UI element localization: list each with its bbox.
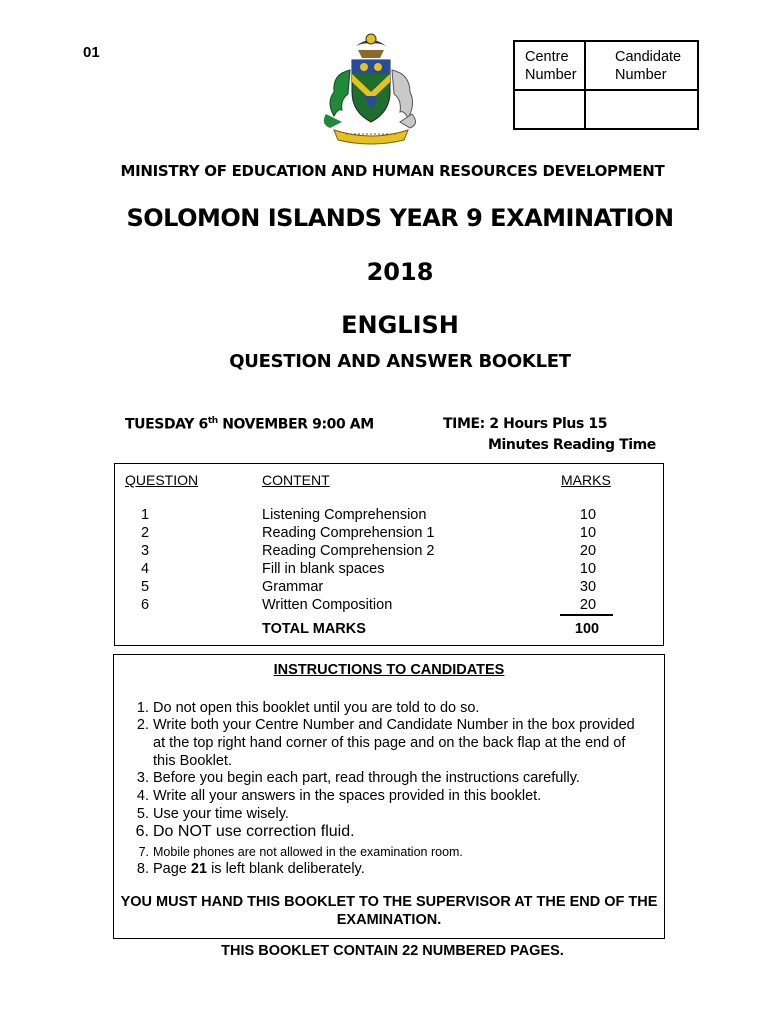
instruction-number: 1. [136, 700, 149, 716]
list-item [125, 716, 645, 770]
total-marks-label: TOTAL MARKS [262, 621, 366, 637]
ministry-heading: MINISTRY OF EDUCATION AND HUMAN RESOURCES DEVELOPMENT [120, 162, 665, 180]
content-column-header: CONTENT [262, 472, 330, 488]
exam-title: SOLOMON ISLANDS YEAR 9 EXAMINATION [126, 204, 674, 232]
instruction-text: Before you begin each part, read through the instructions carefully. [153, 770, 580, 786]
list-item [125, 787, 645, 805]
question-content: Listening Comprehension [262, 507, 427, 523]
exam-time-line1: TIME: 2 Hours Plus 15 [443, 416, 608, 432]
total-marks-value: 100 [574, 621, 600, 637]
exam-time-line2: Minutes Reading Time [488, 437, 656, 453]
list-item [125, 860, 645, 878]
instruction-text: Page 21 is left blank deliberately. [153, 861, 365, 877]
instruction-number: 2. [136, 717, 149, 733]
instruction-text: Write both your Centre Number and Candidate Number in the box provided at the top right hand corner of this page and on the back flap at the end of this Booklet. [153, 717, 635, 769]
instruction-number: 4. [136, 788, 149, 804]
subject-title: ENGLISH [341, 311, 459, 339]
exam-date: TUESDAY 6th NOVEMBER 9:00 AM [125, 416, 374, 433]
instruction-text: Mobile phones are not allowed in the examination room. [153, 845, 463, 859]
question-content: Fill in blank spaces [262, 561, 385, 577]
candidate-id-box [513, 40, 699, 130]
instruction-text: Write all your answers in the spaces provided in this booklet. [153, 788, 542, 804]
instruction-text: Use your time wisely. [153, 806, 289, 822]
question-marks: 20 [579, 597, 597, 613]
question-number: 4 [140, 561, 150, 577]
question-column-header: QUESTION [125, 472, 199, 488]
instruction-text: Do not open this booklet until you are told to do so. [153, 700, 480, 716]
question-marks: 10 [579, 525, 597, 541]
candidate-number-label: Candidate Number [615, 49, 682, 83]
question-number: 3 [140, 543, 150, 559]
candidate-number-field[interactable] [586, 91, 697, 128]
instruction-text: Do NOT use correction fluid. [153, 823, 355, 840]
instruction-number: 6. [135, 823, 149, 840]
booklet-type: QUESTION AND ANSWER BOOKLET [229, 351, 571, 372]
instruction-number: 8. [136, 861, 149, 877]
question-marks: 30 [579, 579, 597, 595]
question-marks: 10 [579, 561, 597, 577]
question-content: Reading Comprehension 1 [262, 525, 435, 541]
instructions-heading: INSTRUCTIONS TO CANDIDATES [273, 662, 505, 678]
centre-number-label: Centre Number [525, 49, 577, 83]
instruction-number: 7. [138, 845, 149, 859]
instruction-number: 3. [136, 770, 149, 786]
marks-column-header: MARKS [561, 472, 611, 488]
list-item [125, 805, 645, 823]
centre-number-field[interactable] [515, 91, 584, 128]
list-item [125, 843, 645, 859]
question-number: 6 [140, 597, 150, 613]
page-number: 01 [83, 44, 100, 61]
question-content: Grammar [262, 579, 324, 595]
question-content: Written Composition [262, 597, 393, 613]
question-number: 2 [140, 525, 150, 541]
question-marks: 10 [579, 507, 597, 523]
marks-sum-divider [560, 614, 613, 616]
list-item [125, 823, 645, 843]
instruction-number: 5. [136, 806, 149, 822]
question-content: Reading Comprehension 2 [262, 543, 435, 559]
question-number: 5 [140, 579, 150, 595]
page-count-note: THIS BOOKLET CONTAIN 22 NUMBERED PAGES. [221, 943, 564, 959]
coat-of-arms-icon [312, 30, 430, 148]
list-item [125, 699, 645, 717]
question-marks: 20 [579, 543, 597, 559]
question-number: 1 [140, 507, 150, 523]
exam-year: 2018 [366, 258, 434, 286]
hand-in-warning: YOU MUST HAND THIS BOOKLET TO THE SUPERVISOR AT THE END OF THE EXAMINATION. [120, 894, 658, 928]
list-item [125, 769, 645, 787]
